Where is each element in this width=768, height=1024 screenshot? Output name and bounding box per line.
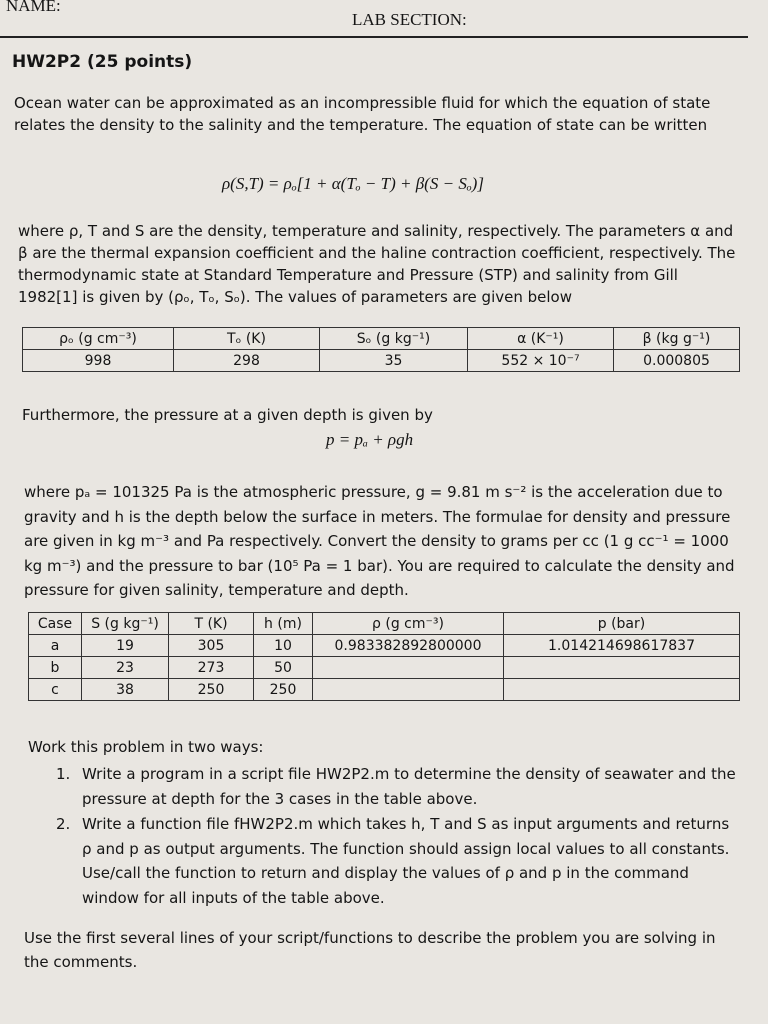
param-value-cell: 998 bbox=[23, 350, 174, 372]
parameters-header-row bbox=[23, 328, 740, 350]
param-header-cell: Tₒ (K) bbox=[174, 328, 320, 350]
case-header-cell: S (g kg⁻¹) bbox=[82, 613, 169, 635]
case-cell: 38 bbox=[82, 679, 169, 701]
pressure-equation: p = pₐ + ρgh bbox=[326, 430, 414, 449]
case-cell: 19 bbox=[82, 635, 169, 657]
case-header-cell: p (bar) bbox=[504, 613, 740, 635]
list-item bbox=[56, 762, 742, 811]
case-cell: c bbox=[29, 679, 82, 701]
list-item bbox=[56, 812, 742, 910]
case-cell: 1.014214698617837 bbox=[504, 635, 740, 657]
param-value-cell: 35 bbox=[320, 350, 468, 372]
table-row bbox=[29, 679, 740, 701]
description-paragraph: where ρ, T and S are the density, temperature and salinity, respectively. The parameters α and β are the thermal expansion coefficient and the haline contraction coefficient, respectively. The thermodynamic state at Standard Temperature and Pressure (STP) and salinity from Gill 1982[1] is given by (ρₒ, Tₒ, Sₒ). The values of parameters are given below bbox=[18, 222, 736, 306]
table-row bbox=[29, 657, 740, 679]
lab-section-label: LAB SECTION: bbox=[352, 10, 467, 29]
parameters-table bbox=[22, 327, 740, 372]
work-intro: Work this problem in two ways: bbox=[28, 738, 264, 756]
case-cell: 250 bbox=[169, 679, 254, 701]
problem-title: HW2P2 (25 points) bbox=[12, 52, 193, 72]
param-header-cell: ρₒ (g cm⁻³) bbox=[23, 328, 174, 350]
list-item-text: Write a program in a script file HW2P2.m to determine the density of seawater and the pressure at depth for the 3 cases in the table above. bbox=[82, 765, 736, 808]
param-value-cell: 0.000805 bbox=[614, 350, 740, 372]
list-item-number: 1. bbox=[56, 765, 71, 783]
param-header-cell: α (K⁻¹) bbox=[468, 328, 614, 350]
parameters-value-row bbox=[23, 350, 740, 372]
intro-paragraph: Ocean water can be approximated as an incompressible fluid for which the equation of state relates the density to the salinity and the temperature. The equation of state can be written bbox=[14, 94, 711, 134]
closing-instructions: Use the first several lines of your script/functions to describe the problem you are solving in the comments. bbox=[24, 929, 716, 971]
case-cell: 250 bbox=[254, 679, 313, 701]
case-cell bbox=[504, 657, 740, 679]
case-cell: a bbox=[29, 635, 82, 657]
list-item-number: 2. bbox=[56, 815, 71, 833]
case-cell: 50 bbox=[254, 657, 313, 679]
param-value-cell: 552 × 10⁻⁷ bbox=[468, 350, 614, 372]
case-cell: 0.983382892800000 bbox=[313, 635, 504, 657]
param-value-cell: 298 bbox=[174, 350, 320, 372]
param-header-cell: Sₒ (g kg⁻¹) bbox=[320, 328, 468, 350]
case-header-cell: h (m) bbox=[254, 613, 313, 635]
name-label: NAME: bbox=[6, 0, 61, 15]
pressure-description: where pₐ = 101325 Pa is the atmospheric pressure, g = 9.81 m s⁻² is the acceleration due to gravity and h is the depth below the surface in meters. The formulae for density and pressure are given in kg m⁻³ and Pa respectively. Convert the density to grams per cc (1 g cc⁻¹ = 1000 kg m⁻³) and the pressure to bar (10⁵ Pa = 1 bar). You are required to calculate the density and pressure for given salinity, temperature and depth. bbox=[24, 483, 735, 599]
case-cell: 10 bbox=[254, 635, 313, 657]
case-cell bbox=[313, 657, 504, 679]
table-row bbox=[29, 635, 740, 657]
case-header-cell: T (K) bbox=[169, 613, 254, 635]
header-divider bbox=[0, 36, 748, 38]
param-header-cell: β (kg g⁻¹) bbox=[614, 328, 740, 350]
pressure-intro: Furthermore, the pressure at a given depth is given by bbox=[22, 406, 433, 424]
cases-header-row bbox=[29, 613, 740, 635]
case-header-cell: ρ (g cm⁻³) bbox=[313, 613, 504, 635]
case-cell: 23 bbox=[82, 657, 169, 679]
list-item-text: Write a function file fHW2P2.m which takes h, T and S as input arguments and returns ρ and p as output arguments. The function should assign local values to all constants. Use/call the function to return and display the values of ρ and p in the command window for all inputs of the table above. bbox=[82, 815, 730, 907]
case-cell bbox=[504, 679, 740, 701]
case-cell: 273 bbox=[169, 657, 254, 679]
case-cell: b bbox=[29, 657, 82, 679]
case-cell: 305 bbox=[169, 635, 254, 657]
cases-table bbox=[28, 612, 740, 701]
case-cell bbox=[313, 679, 504, 701]
equation-of-state: ρ(S,T) = ρₒ[1 + α(Tₒ − T) + β(S − Sₒ)] bbox=[222, 174, 484, 193]
case-header-cell: Case bbox=[29, 613, 82, 635]
